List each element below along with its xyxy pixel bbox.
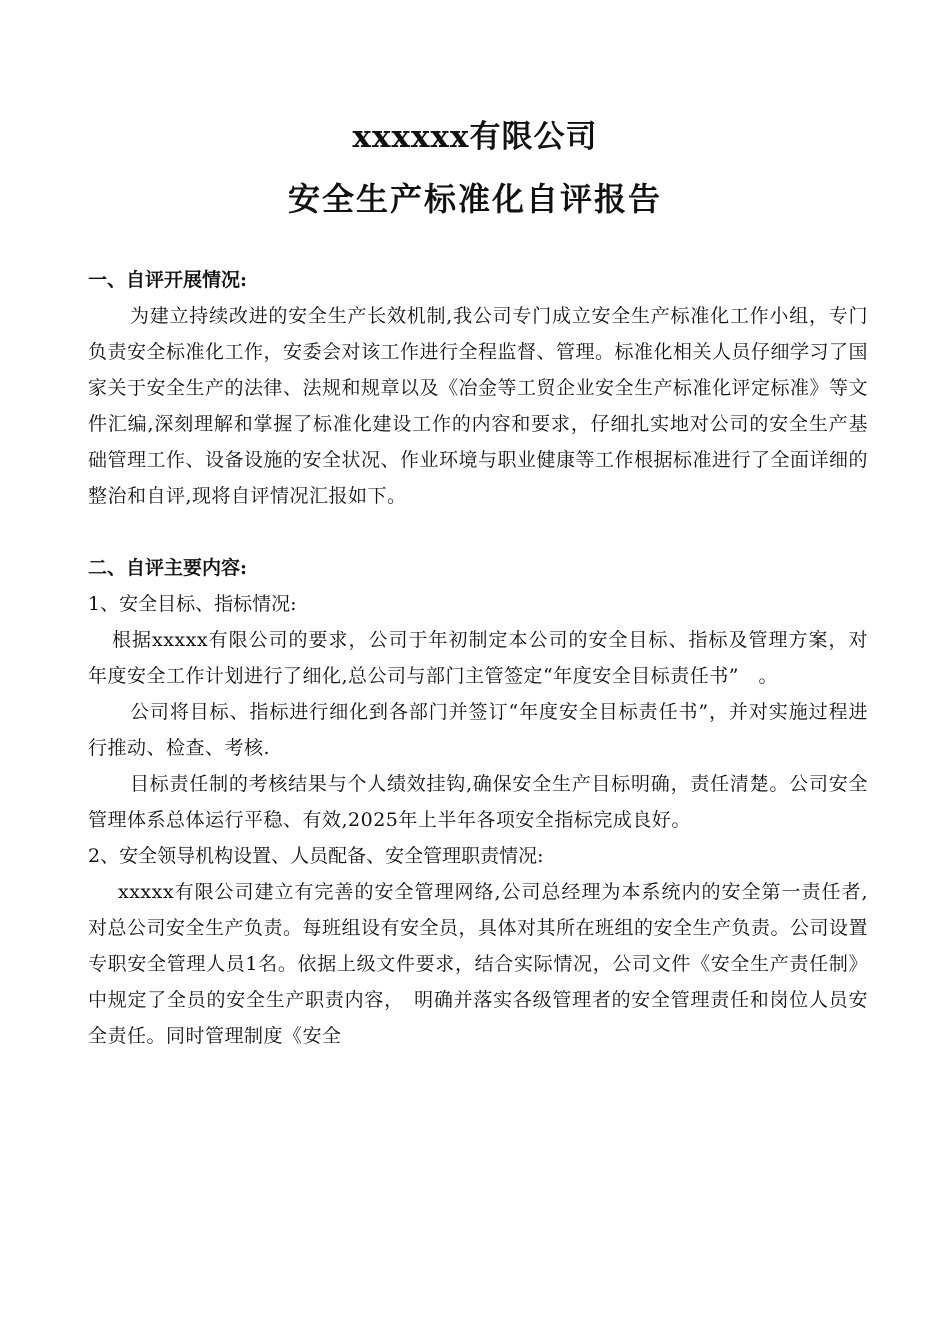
document-title-company: xxxxxx有限公司 bbox=[352, 119, 598, 155]
document-body bbox=[88, 262, 868, 1054]
item1-paragraph-3: 目标责任制的考核结果与个人绩效挂钩,确保安全生产目标明确，责任清楚。公司安全管理体系总体运行平稳、有效,2025年上半年各项安全指标完成良好。 bbox=[88, 773, 868, 831]
section1-paragraph: 为建立持续改进的安全生产长效机制,我公司专门成立安全生产标准化工作小组，专门负责安全标准化工作，安委会对该工作进行全程监督、管理。标准化相关人员仔细学习了国家关于安全生产的法律、法规和规章以及《冶金等工贸企业安全生产标准化评定标准》等文件汇编,深刻理解和掌握了标准化建设工作的内容和要求，仔细扎实地对公司的安全生产基础管理工作、设备设施的安全状况、作业环境与职业健康等工作根据标准进行了全面详细的整治和自评,现将自评情况汇报如下。 bbox=[88, 305, 869, 507]
item1-title: 1、安全目标、指标情况: bbox=[88, 593, 297, 615]
item2-paragraph-1: xxxxx有限公司建立有完善的安全管理网络,公司总经理为本系统内的安全第一责任者,对总公司安全生产负责。每班组设有安全员，具体对其所在班组的安全生产负责。公司设置专职安全管理人员1名。依据上级文件要求，结合实际情况，公司文件《安全生产责任制》中规定了全员的安全生产职责内容， 明确并落实各级管理者的安全管理责任和岗位人员安全责任。同时管理制度《安全 bbox=[88, 881, 869, 1047]
item1-paragraph-2: 公司将目标、指标进行细化到各部门并签订“年度安全目标责任书”，并对实施过程进行推动、检查、考核. bbox=[88, 701, 868, 759]
item2-title: 2、安全领导机构设置、人员配备、安全管理职责情况: bbox=[88, 845, 544, 867]
item1-paragraph-1: 根据xxxxx有限公司的要求，公司于年初制定本公司的安全目标、指标及管理方案，对年度安全工作计划进行了细化,总公司与部门主管签定“年度安全目标责任书” 。 bbox=[88, 629, 868, 687]
section-heading-main-content: 二、自评主要内容: bbox=[88, 557, 248, 579]
section-heading-self-evaluation: 一、自评开展情况: bbox=[88, 269, 248, 291]
section-spacer bbox=[88, 514, 868, 550]
document-title-report: 安全生产标准化自评报告 bbox=[287, 180, 662, 218]
